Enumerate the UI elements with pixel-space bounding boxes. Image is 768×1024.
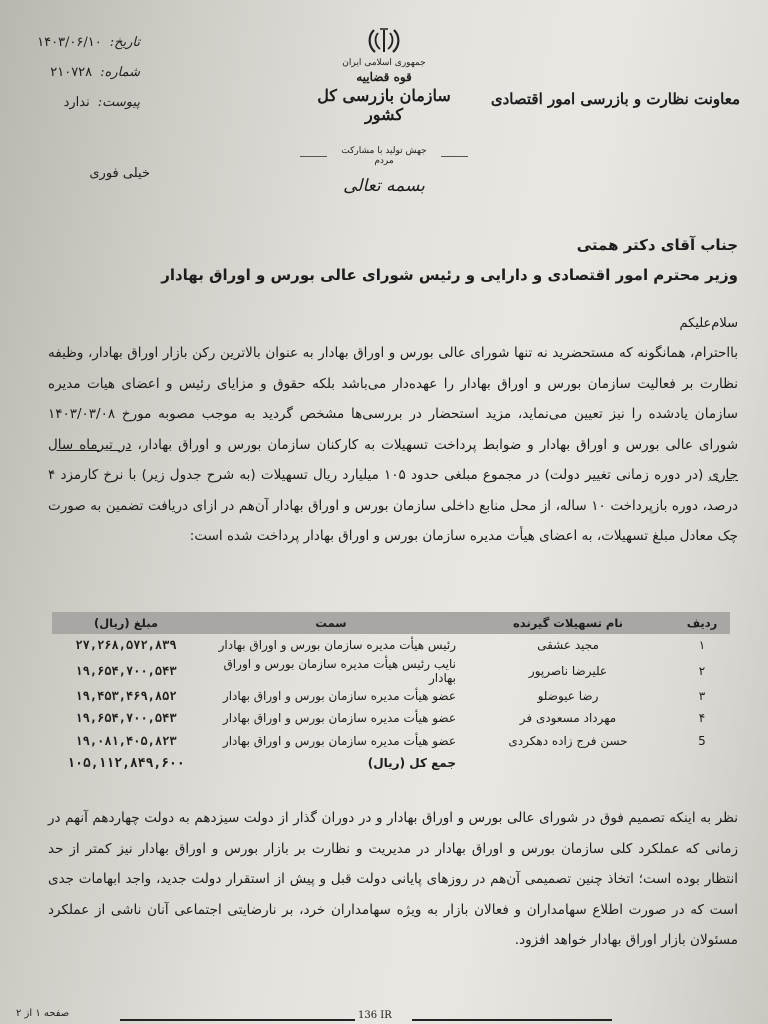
department-name: معاونت نظارت و بازرسی امور اقتصادی	[490, 90, 740, 108]
row-position: عضو هیأت مدیره سازمان بورس و اوراق بهادار	[222, 711, 456, 726]
table-row	[52, 730, 730, 753]
greeting: سلام‌علیکم	[679, 316, 738, 331]
letterhead	[300, 26, 468, 196]
total-value: ۱۰۵,۱۱۲,۸۴۹,۶۰۰	[67, 755, 185, 771]
attachment-row	[20, 88, 140, 118]
header-index: ردیف	[674, 612, 730, 634]
attachment-label: پیوست:	[97, 95, 140, 110]
p1-underlined: در تیرماه سال جاری	[48, 436, 738, 483]
loans-table	[52, 612, 730, 775]
priority-note: خیلی فوری	[89, 166, 150, 181]
attachment-value: ندارد	[63, 95, 90, 110]
number-row	[20, 58, 140, 88]
row-amount: ۱۹,۰۸۱,۴۰۵,۸۲۳	[75, 733, 177, 748]
row-name: رضا عیوضلو	[537, 688, 599, 703]
row-index: 5	[698, 733, 706, 748]
row-amount: ۱۹,۶۵۴,۷۰۰,۵۴۳	[75, 711, 177, 726]
header-position: سمت	[200, 612, 462, 634]
row-name: علیرضا ناصرپور	[528, 663, 608, 678]
number-label: شماره:	[100, 65, 140, 80]
row-index: ۳	[698, 688, 706, 703]
addressee-name: جناب آقای دکتر همتی	[576, 236, 738, 254]
footer-code: 136 IR	[358, 1010, 392, 1021]
row-index: ۴	[698, 711, 706, 726]
table-row	[52, 707, 730, 730]
letter-metadata	[20, 28, 140, 118]
slogan-divider	[300, 156, 327, 157]
header-name: نام تسهیلات گیرنده	[462, 612, 674, 634]
table-row	[52, 634, 730, 657]
p1-end: (در دوره زمانی تغییر دولت) در مجموع مبلغی حدود ۱۰۵ میلیارد ریال تسهیلات (به شرح جدول زیر) با نرخ کارمزد ۴ درصد، دوره بازپرداخت ۱۰ ساله، از محل منابع داخلی سازمان بورس و اوراق بهادار آن‌هم در ازای دریافت تضمین به صورت چک معادل مبلغ تسهیلات، به اعضای هیأت مدیره سازمان بورس و اوراق بهادار پرداخت شده است:	[48, 467, 738, 544]
slogan	[300, 146, 468, 166]
body-paragraph-2: نظر به اینکه تصمیم فوق در شورای عالی بورس و اوراق بهادار و در دوران گذار از دولت سیزدهم به دولت چهاردهم آنهم در زمانی که عملکرد کلی سازمان بورس و اوراق بهادار در مدیریت و نظارت بر بازار بورس و اوراق بهادار نیز کمتر از حد انتظار بوده است؛ اتخاذ چنین تصمیمی آن‌هم در روزهای پایانی دولت قبل و پیش از استقرار دولت جدید، واجد ابهامات جدی است که در صورت اطلاع سهامداران و فعالان بازار به ویژه سهامداران خرد، بر نارضایتی اجتماعی آنان ناشی از عملکرد مسئولان بازار اوراق بهادار خواهد افزود.	[48, 810, 738, 948]
p1-start: بااحترام، همانگونه که مستحضرید نه تنها شورای عالی بورس و اوراق بهادار به عنوان بالاترین رکن بازار اوراق بهادار، وظیفه نظارت بر فعالیت سازمان بورس و اوراق بهادار را عهده‌دار می‌باشد بلکه حقوق و مزایای رئیس و اعضای هیات مدیره سازمان یادشده را نیز تعیین می‌نماید، مزید استحضار در بررسی‌ها مشخص گردید به موجب مصوبه مورخ ۱۴۰۳/۰۳/۰۸ شورای عالی بورس و اوراق بهادار و ضوابط پرداخت تسهیلات به کارکنان سازمان بورس و اوراق بهادار،	[48, 345, 739, 453]
addressee-title: وزیر محترم امور اقتصادی و دارایی و رئیس شورای عالی بورس و اوراق بهادار	[161, 266, 738, 284]
date-label: تاریخ:	[109, 35, 140, 50]
slogan-text: جهش تولید با مشارکت مردم	[341, 146, 427, 166]
organization-name: سازمان بازرسی کل کشور	[317, 86, 451, 124]
footer-divider	[412, 1019, 612, 1021]
row-position: عضو هیأت مدیره سازمان بورس و اوراق بهادار	[222, 688, 456, 703]
row-position: رئیس هیأت مدیره سازمان بورس و اوراق بهادار	[218, 638, 456, 653]
row-amount: ۱۹,۴۵۳,۴۶۹,۸۵۲	[75, 688, 177, 703]
table-row	[52, 685, 730, 708]
iran-emblem-icon	[367, 26, 401, 56]
page-number: صفحه ۱ از ۲	[16, 1008, 70, 1019]
row-index: ۱	[698, 638, 706, 653]
slogan-divider	[441, 156, 468, 157]
row-name: مجید عشقی	[537, 638, 599, 653]
row-amount: ۱۹,۶۵۴,۷۰۰,۵۴۳	[75, 663, 177, 678]
table-total-row	[52, 752, 730, 775]
header-amount: مبلغ (ریال)	[52, 612, 200, 634]
total-label: جمع کل (ریال)	[367, 756, 456, 771]
number-value: ۲۱۰۷۲۸	[50, 65, 93, 80]
row-position: عضو هیأت مدیره سازمان بورس و اوراق بهادار	[222, 733, 456, 748]
date-row	[20, 28, 140, 58]
republic-text: جمهوری اسلامی ایران	[342, 58, 426, 68]
row-index: ۲	[698, 663, 706, 678]
row-name: مهرداد مسعودی فر	[519, 711, 617, 726]
footer-divider	[120, 1019, 355, 1021]
judiciary-text: قوه قضاییه	[356, 70, 412, 84]
date-value: ۱۴۰۳/۰۶/۱۰	[37, 35, 102, 50]
body-paragraph-1	[48, 338, 738, 552]
table-header-row	[52, 612, 730, 634]
row-position: نایب رئیس هیأت مدیره سازمان بورس و اوراق بهادار	[223, 656, 456, 685]
table-row	[52, 657, 730, 685]
row-name: حسن فرج زاده دهکردی	[508, 733, 628, 748]
row-amount: ۲۷,۲۶۸,۵۷۲,۸۳۹	[75, 638, 177, 653]
basmala: بسمه تعالی	[343, 176, 425, 196]
